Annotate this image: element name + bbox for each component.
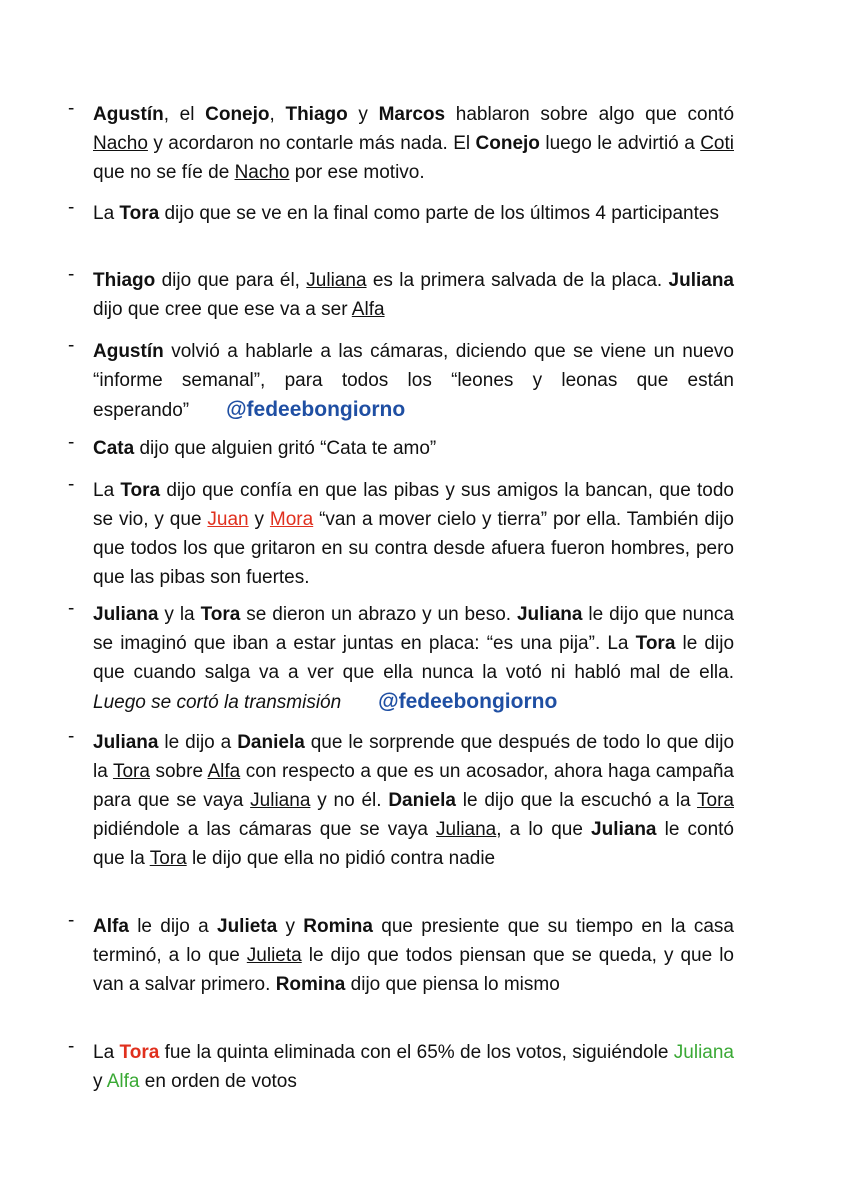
text-run: que presiente que su tiempo en la casa terminó, a lo que xyxy=(93,916,734,966)
name-bold: Juliana xyxy=(93,604,159,625)
text-run: dijo que alguien gritó “Cata te amo” xyxy=(134,438,437,459)
name-bold: Thiago xyxy=(93,270,156,291)
dash-bullet-icon: - xyxy=(68,1036,75,1057)
name-underlined: Coti xyxy=(700,133,734,154)
name-bold: Romina xyxy=(303,916,373,937)
name-bold: Alfa xyxy=(93,916,129,937)
name-underlined: Julieta xyxy=(246,945,302,966)
text-run: se dieron un abrazo y un beso. xyxy=(240,604,517,625)
text-run: por ese motivo. xyxy=(289,162,425,183)
text-run: dijo que confía en que las pibas y sus amigos la bancan, que todo se vio, y que xyxy=(93,480,734,530)
bullet-text xyxy=(93,912,734,999)
text-run: le dijo que cuando salga va a ver que ella nunca la votó ni habló mal de ella. xyxy=(93,633,735,683)
text-run: en orden de votos xyxy=(139,1071,297,1092)
bullet-text xyxy=(93,600,734,717)
text-run: luego le advirtió a xyxy=(539,133,701,154)
name-underlined: Tora xyxy=(149,848,187,869)
bullet-item xyxy=(68,337,734,425)
dash-bullet-icon: - xyxy=(68,432,75,453)
text-run: y xyxy=(93,1071,107,1092)
bullet-item xyxy=(68,728,734,873)
name-bold: Juliana xyxy=(591,819,657,840)
name-underlined: Alfa xyxy=(207,761,241,782)
text-run: dijo que piensa lo mismo xyxy=(345,974,560,995)
bullet-item xyxy=(68,266,734,324)
text-run: le dijo a xyxy=(128,916,217,937)
name-bold: Daniela xyxy=(237,732,305,753)
bullet-text xyxy=(93,476,734,592)
text-run: y la xyxy=(158,604,201,625)
name-underlined: Nacho xyxy=(234,162,290,183)
bullet-item xyxy=(68,1038,734,1096)
italic-note: Luego se cortó la transmisión xyxy=(93,692,342,713)
text-run: “van a mover cielo y tierra” por ella. También dijo que todos los que gritaron en su contra desde afuera fueron hombres, pero que las pibas son fuertes. xyxy=(93,509,734,588)
dash-bullet-icon: - xyxy=(68,598,75,619)
text-run: que no se fíe de xyxy=(93,162,235,183)
bullet-item xyxy=(68,600,734,717)
text-run: dijo que se ve en la final como parte de los últimos 4 participantes xyxy=(159,203,719,224)
text-run: La xyxy=(93,480,121,501)
name-bold: Cata xyxy=(93,438,135,459)
bullet-item xyxy=(68,476,734,592)
name-green: Juliana xyxy=(673,1042,734,1063)
name-bold: Marcos xyxy=(378,104,446,125)
bullet-text xyxy=(93,728,734,873)
name-underlined: Juliana xyxy=(436,819,497,840)
bullet-text xyxy=(93,434,734,463)
text-run: le dijo que todos piensan que se queda, y que lo van a salvar primero. xyxy=(93,945,734,995)
name-underlined: Tora xyxy=(697,790,734,811)
text-run: La xyxy=(93,203,120,224)
name-green: Alfa xyxy=(106,1071,140,1092)
name-bold: Thiago xyxy=(285,104,348,125)
name-bold: Tora xyxy=(200,604,241,625)
bullet-item xyxy=(68,912,734,999)
dash-bullet-icon: - xyxy=(68,474,75,495)
text-run: sobre xyxy=(149,761,208,782)
name-bold-red: Tora xyxy=(119,1042,160,1063)
text-run: , a lo que xyxy=(496,819,592,840)
name-underlined: Tora xyxy=(112,761,150,782)
name-bold: Tora xyxy=(635,633,676,654)
dash-bullet-icon: - xyxy=(68,726,75,747)
text-run: La xyxy=(93,1042,120,1063)
text-run: dijo que para él, xyxy=(155,270,307,291)
text-run: dijo que cree que ese va a ser xyxy=(93,299,352,320)
text-run: y no él. xyxy=(310,790,389,811)
bullet-text xyxy=(93,199,734,228)
bullet-text xyxy=(93,337,734,425)
name-bold: Juliana xyxy=(93,732,159,753)
dash-bullet-icon: - xyxy=(68,335,75,356)
dash-bullet-icon: - xyxy=(68,197,75,218)
bullet-text xyxy=(93,100,734,187)
text-run: hablaron sobre algo que contó xyxy=(445,104,735,125)
text-run: , xyxy=(269,104,286,125)
text-run: , el xyxy=(163,104,206,125)
name-bold: Juliana xyxy=(516,604,583,625)
text-run: es la primera salvada de la placa. xyxy=(366,270,669,291)
name-underlined-red: Mora xyxy=(269,509,314,530)
text-run: y xyxy=(277,916,304,937)
name-underlined: Nacho xyxy=(93,133,148,154)
text-run: que le sorprende que después de todo lo que dijo la xyxy=(93,732,735,782)
dash-bullet-icon: - xyxy=(68,910,75,931)
name-bold: Conejo xyxy=(475,133,540,154)
name-underlined-red: Juan xyxy=(207,509,249,530)
text-run: volvió a hablarle a las cámaras, diciendo que se viene un nuevo “informe semanal”, para todos los “leones y leonas que están esperando” xyxy=(93,341,734,421)
name-bold: Agustín xyxy=(93,104,164,125)
bullet-item xyxy=(68,434,734,463)
name-bold: Tora xyxy=(120,480,161,501)
text-run: le dijo a xyxy=(158,732,238,753)
watermark-handle: @fedeebongiorno xyxy=(378,690,558,713)
text-run: y xyxy=(347,104,379,125)
text-run: y xyxy=(248,509,270,530)
name-bold: Daniela xyxy=(388,790,456,811)
dash-bullet-icon: - xyxy=(68,98,75,119)
bullet-text xyxy=(93,1038,734,1096)
text-run: pidiéndole a las cámaras que se vaya xyxy=(93,819,437,840)
dash-bullet-icon: - xyxy=(68,264,75,285)
watermark-handle: @fedeebongiorno xyxy=(226,398,406,421)
name-bold: Juliana xyxy=(668,270,734,291)
text-run: fue la quinta eliminada con el 65% de los votos, siguiéndole xyxy=(159,1042,674,1063)
name-bold: Tora xyxy=(119,203,160,224)
name-bold: Agustín xyxy=(93,341,164,362)
text-run: le dijo que nunca se imaginó que iban a estar juntas en placa: “es una pija”. La xyxy=(93,604,734,654)
bullet-text xyxy=(93,266,734,324)
bullet-item xyxy=(68,199,734,228)
text-run: y acordaron no contarle más nada. El xyxy=(147,133,476,154)
name-bold: Romina xyxy=(275,974,346,995)
text-run: le dijo que ella no pidió contra nadie xyxy=(186,848,496,869)
name-underlined: Juliana xyxy=(306,270,367,291)
name-underlined: Alfa xyxy=(351,299,385,320)
text-run: le contó que la xyxy=(93,819,735,869)
name-bold: Conejo xyxy=(205,104,270,125)
bullet-item xyxy=(68,100,734,187)
text-run: con respecto a que es un acosador, ahora haga campaña para que se vaya xyxy=(93,761,734,811)
name-underlined: Juliana xyxy=(250,790,311,811)
name-bold: Julieta xyxy=(217,916,278,937)
text-run: le dijo que la escuchó a la xyxy=(455,790,698,811)
